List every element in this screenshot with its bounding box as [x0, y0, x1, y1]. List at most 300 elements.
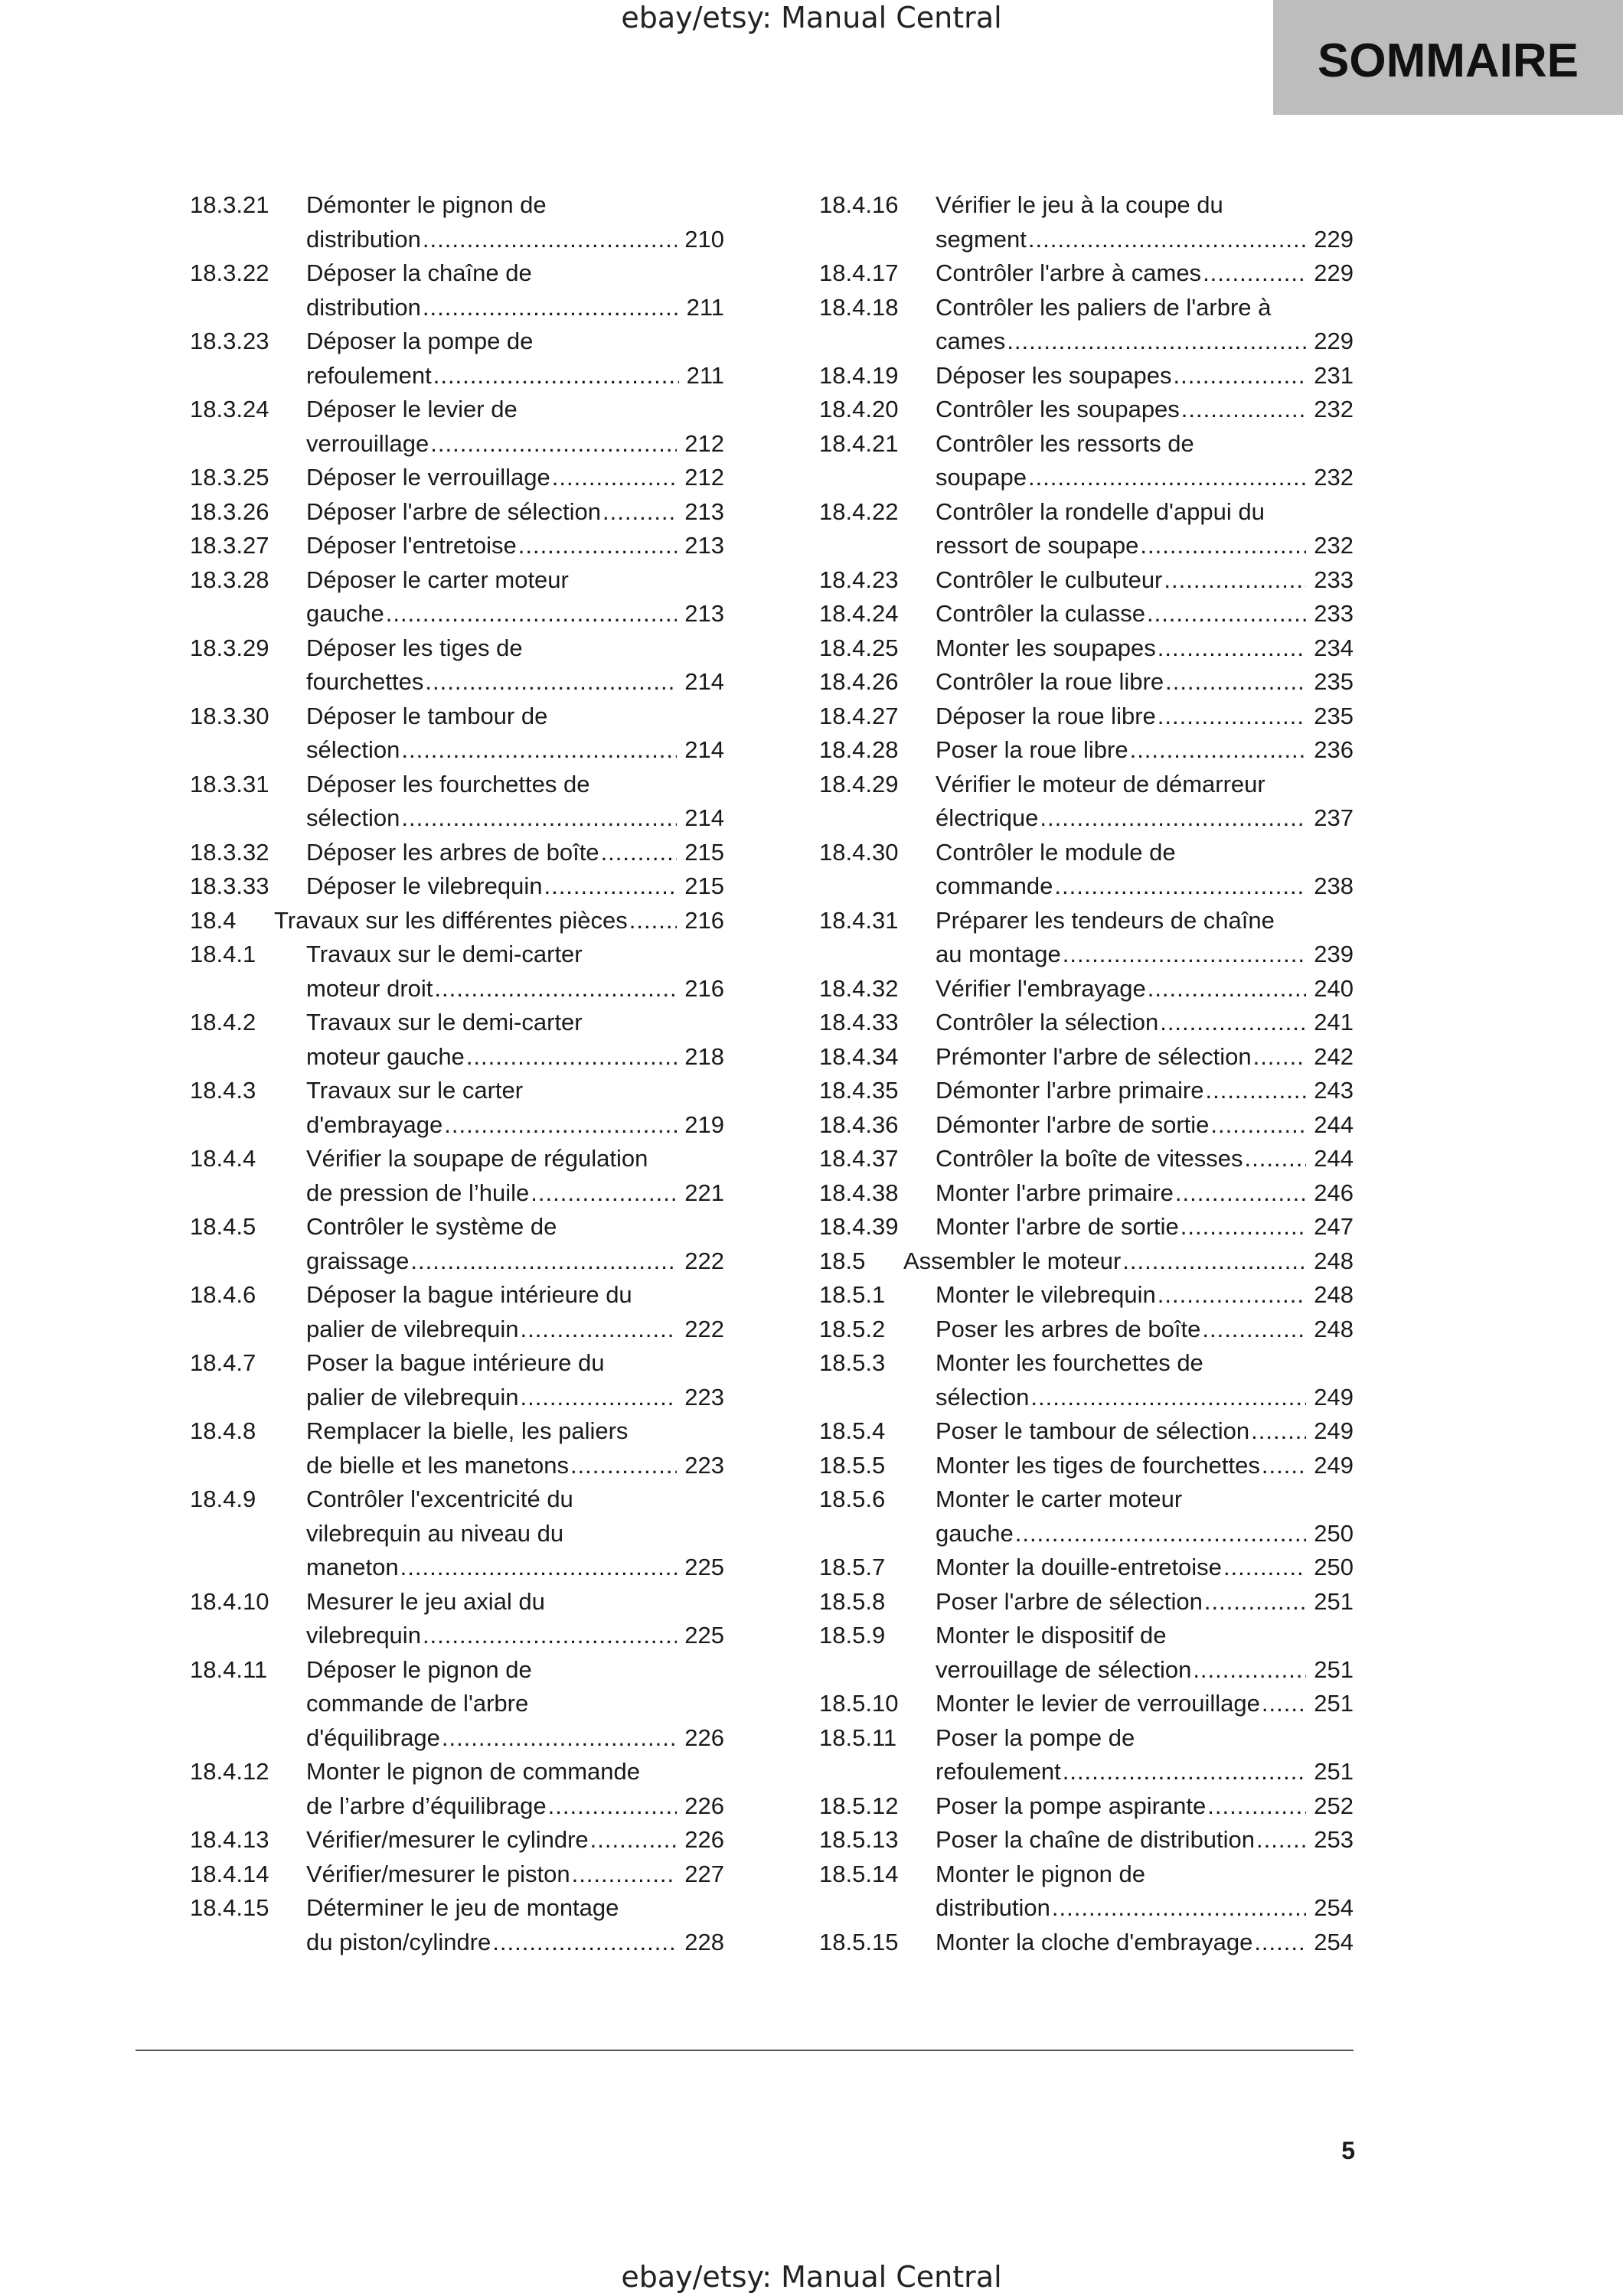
toc-entry-number: 18.3.32: [190, 838, 269, 866]
toc-entry-number: 18.4.19: [819, 361, 899, 389]
toc-entry-title-line: Poser la pompe de: [936, 1724, 1135, 1751]
toc-entry[interactable]: [819, 1687, 1354, 1721]
toc-entry-page: 249: [1314, 1417, 1354, 1444]
toc-entry-number: 18.4.15: [190, 1894, 269, 1921]
toc-entry-number: 18.5.6: [819, 1486, 886, 1512]
toc-entry-page: 236: [1314, 736, 1354, 763]
toc-entry-page: 216: [684, 974, 724, 1002]
watermark-bottom: ebay/etsy: Manual Central: [621, 2260, 1002, 2294]
toc-entry-number: 18.4.29: [819, 770, 899, 797]
dot-leader: [1054, 869, 1306, 904]
toc-entry-number: 18.5.13: [819, 1826, 899, 1853]
dot-leader: [1181, 393, 1306, 427]
toc-entry-number: 18.3.30: [190, 702, 269, 729]
toc-entry[interactable]: [190, 393, 724, 461]
toc-entry-title-line: Travaux sur le demi-carter: [306, 1009, 583, 1035]
watermark-top: ebay/etsy: Manual Central: [621, 1, 1002, 34]
toc-entry-page: 251: [1314, 1655, 1354, 1683]
toc-entry[interactable]: [819, 1210, 1354, 1244]
toc-entry[interactable]: [819, 1619, 1354, 1687]
toc-entry-title-line: Déterminer le jeu de montage: [306, 1894, 619, 1921]
toc-entry[interactable]: [819, 597, 1354, 631]
toc-entry-page: 215: [684, 838, 724, 866]
toc-entry-title-line: Déposer les arbres de boîte: [306, 838, 599, 866]
dot-leader: [1160, 1006, 1306, 1040]
dot-leader: [1052, 1891, 1306, 1926]
toc-entry-title-line: de bielle et les manetons: [306, 1451, 569, 1479]
toc-entry-number: 18.4.38: [819, 1179, 899, 1206]
toc-entry-page: 229: [1314, 259, 1354, 286]
toc-entry-title-line: Travaux sur le demi-carter: [306, 941, 583, 967]
toc-entry[interactable]: [819, 1040, 1354, 1075]
toc-entry[interactable]: [819, 665, 1354, 700]
toc-entry-title-line: Monter les tiges de fourchettes: [936, 1451, 1260, 1479]
toc-entry-title-line: Poser les arbres de boîte: [936, 1315, 1201, 1342]
toc-entry-page: 254: [1314, 1928, 1354, 1955]
toc-entry-title-line: Déposer l'entretoise: [306, 532, 517, 559]
toc-entry-title-line: maneton: [306, 1554, 399, 1580]
toc-entry-title-line: refoulement: [306, 361, 432, 389]
dot-leader: [433, 359, 679, 393]
toc-entry-number: 18.5.4: [819, 1417, 886, 1444]
toc-entry[interactable]: [819, 1414, 1354, 1449]
toc-entry[interactable]: [190, 938, 724, 1006]
toc-entry-number: 18.3.21: [190, 191, 269, 218]
toc-entry-page: 228: [684, 1928, 724, 1955]
dot-leader: [1210, 1108, 1306, 1143]
toc-entry-number: 18.5: [819, 1247, 866, 1274]
toc-entry-number: 18.4.39: [819, 1213, 899, 1240]
toc-entry-number: 18.4.24: [819, 600, 899, 627]
toc-entry-number: 18.5.11: [819, 1724, 897, 1751]
toc-entry-title-line: Monter les fourchettes de: [936, 1349, 1203, 1376]
dot-leader: [423, 223, 677, 257]
toc-entry-page: 234: [1314, 634, 1354, 661]
toc-entry[interactable]: [819, 1449, 1354, 1483]
toc-entry-title-line: Vérifier la soupape de régulation: [306, 1145, 648, 1172]
dot-leader: [1164, 563, 1306, 598]
toc-entry[interactable]: [819, 291, 1354, 359]
toc-entry-title-line: Contrôler les paliers de l'arbre à: [936, 293, 1272, 321]
toc-entry-title-line: Contrôler la roue libre: [936, 668, 1164, 695]
toc-entry-title-line: Contrôler le module de: [936, 838, 1176, 866]
dot-leader: [1193, 1653, 1306, 1688]
toc-entry-title-line: Contrôler les ressorts de: [936, 429, 1194, 457]
toc-entry-number: 18.3.22: [190, 259, 269, 286]
toc-entry-number: 18.5.7: [819, 1554, 886, 1580]
toc-entry-number: 18.4.11: [190, 1655, 268, 1683]
toc-entry[interactable]: [190, 563, 724, 631]
toc-entry-page: 240: [1314, 974, 1354, 1002]
toc-entry-number: 18.4.4: [190, 1145, 256, 1172]
toc-entry-number: 18.4.25: [819, 634, 899, 661]
toc-entry-title-line: segment: [936, 225, 1027, 253]
toc-entry[interactable]: [819, 1142, 1354, 1176]
toc-entry[interactable]: [819, 393, 1354, 427]
toc-entry-title-line: Assembler le moteur: [903, 1247, 1122, 1274]
toc-entry-page: 232: [1314, 464, 1354, 491]
toc-entry[interactable]: [819, 1108, 1354, 1143]
toc-entry[interactable]: [190, 325, 724, 393]
toc-entry-number: 18.4.7: [190, 1349, 256, 1376]
dot-leader: [1202, 1313, 1306, 1347]
toc-entry[interactable]: [190, 1823, 724, 1857]
toc-entry[interactable]: [819, 1176, 1354, 1211]
dot-leader: [601, 836, 678, 870]
toc-entry[interactable]: [819, 256, 1354, 291]
toc-entry-title-line: sélection: [306, 736, 400, 763]
toc-entry-number: 18.4.22: [819, 497, 899, 525]
toc-entry-page: 211: [686, 293, 724, 321]
dot-leader: [1254, 1926, 1306, 1960]
toc-entry-number: 18.4.14: [190, 1860, 269, 1887]
toc-entry-title-line: Déposer le levier de: [306, 396, 518, 422]
toc-entry-title-line: Vérifier le jeu à la coupe du: [936, 191, 1223, 218]
toc-entry[interactable]: [819, 631, 1354, 666]
toc-entry-title-line: d'équilibrage: [306, 1724, 440, 1751]
toc-entry-page: 229: [1314, 328, 1354, 354]
toc-entry-title-line: Déposer le carter moteur: [306, 566, 569, 593]
toc-entry-page: 214: [684, 668, 724, 695]
toc-entry[interactable]: [819, 1346, 1354, 1414]
toc-entry[interactable]: [190, 700, 724, 768]
toc-entry-title-line: Déposer le vilebrequin: [306, 872, 543, 899]
toc-entry-page: 221: [684, 1179, 724, 1206]
toc-entry-title-line: Déposer l'arbre de sélection: [306, 497, 602, 525]
toc-entry-page: 251: [1314, 1758, 1354, 1785]
dot-leader: [1063, 1755, 1307, 1789]
toc-entry-number: 18.4.23: [819, 566, 899, 593]
toc-entry[interactable]: [819, 1926, 1354, 1960]
dot-leader: [430, 427, 677, 461]
toc-entry[interactable]: [819, 359, 1354, 393]
toc-entry[interactable]: [819, 1789, 1354, 1824]
dot-leader: [1028, 461, 1306, 495]
toc-entry-title-line: d'embrayage: [306, 1110, 443, 1138]
dot-leader: [1173, 359, 1306, 393]
dot-leader: [1148, 972, 1307, 1006]
dot-leader: [434, 972, 677, 1006]
toc-entry-title-line: du piston/cylindre: [306, 1928, 491, 1955]
toc-entry-title-line: Déposer le verrouillage: [306, 464, 550, 491]
toc-entry-title-line: Déposer le pignon de: [306, 1655, 532, 1683]
toc-entry-number: 18.4.31: [819, 906, 899, 934]
toc-entry-page: 213: [684, 497, 724, 525]
dot-leader: [590, 1823, 678, 1857]
dot-leader: [423, 291, 679, 325]
toc-entry[interactable]: [190, 1755, 724, 1823]
toc-entry[interactable]: [190, 1585, 724, 1653]
toc-entry-title-line: moteur droit: [306, 974, 433, 1002]
toc-entry-page: 251: [1314, 1690, 1354, 1717]
toc-entry-number: 18.4: [190, 906, 237, 934]
toc-entry-title-line: Monter l'arbre de sortie: [936, 1213, 1179, 1240]
toc-entry-title-line: Contrôler la culasse: [936, 600, 1145, 627]
toc-entry-title-line: vilebrequin: [306, 1622, 421, 1649]
toc-entry-number: 18.4.13: [190, 1826, 269, 1853]
footer-divider: [136, 2050, 1354, 2051]
toc-entry[interactable]: [190, 1006, 724, 1074]
dot-leader: [1040, 801, 1306, 836]
toc-entry[interactable]: [819, 1721, 1354, 1789]
dot-leader: [1147, 597, 1306, 631]
toc-entry-title-line: Poser la roue libre: [936, 736, 1128, 763]
toc-entry[interactable]: [819, 1551, 1354, 1585]
toc-entry-title-line: Déposer les fourchettes de: [306, 770, 590, 797]
dot-leader: [1158, 1278, 1307, 1313]
dot-leader: [1015, 1517, 1307, 1551]
toc-entry[interactable]: [819, 1278, 1354, 1313]
toc-entry-page: 253: [1314, 1826, 1354, 1853]
toc-entry-page: 244: [1314, 1110, 1354, 1138]
toc-entry-title-line: fourchettes: [306, 668, 424, 695]
toc-entry-page: 246: [1314, 1179, 1354, 1206]
toc-entry-title-line: de pression de l’huile: [306, 1179, 530, 1206]
dot-leader: [401, 733, 677, 768]
toc-entry-number: 18.4.21: [819, 429, 899, 457]
toc-entry-page: 244: [1314, 1145, 1354, 1172]
toc-entry[interactable]: [190, 461, 724, 495]
toc-entry-number: 18.5.2: [819, 1315, 886, 1342]
toc-entry-title-line: Déposer le tambour de: [306, 702, 548, 729]
toc-entry-title-line: Monter le vilebrequin: [936, 1281, 1156, 1308]
toc-entry[interactable]: [190, 1210, 724, 1278]
toc-entry[interactable]: [819, 733, 1354, 768]
toc-entry-title-line: au montage: [936, 941, 1061, 967]
toc-entry-number: 18.4.8: [190, 1417, 256, 1444]
toc-entry-number: 18.4.2: [190, 1009, 256, 1035]
toc-entry[interactable]: [190, 869, 724, 904]
toc-entry-page: 250: [1314, 1554, 1354, 1580]
toc-entry[interactable]: [190, 1891, 724, 1959]
toc-entry-page: 227: [684, 1860, 724, 1887]
toc-entry-number: 18.4.36: [819, 1110, 899, 1138]
toc-entry-title-line: de l’arbre d’équilibrage: [306, 1792, 547, 1819]
toc-column-right: [819, 188, 1354, 1959]
toc-entry[interactable]: [819, 1857, 1354, 1926]
toc-entry[interactable]: [819, 1313, 1354, 1347]
toc-entry-title-line: graissage: [306, 1247, 410, 1274]
toc-entry-title-line: Monter le pignon de commande: [306, 1758, 640, 1785]
dot-leader: [425, 665, 677, 700]
dot-leader: [1028, 223, 1306, 257]
toc-entry-title-line: Poser l'arbre de sélection: [936, 1587, 1203, 1615]
toc-entry-number: 18.4.1: [190, 941, 256, 967]
toc-entry-number: 18.4.28: [819, 736, 899, 763]
toc-entry-page: 232: [1314, 396, 1354, 422]
dot-leader: [531, 1176, 677, 1211]
dot-leader: [423, 1619, 677, 1653]
toc-entry[interactable]: [819, 1006, 1354, 1040]
dot-leader: [1030, 1381, 1306, 1415]
toc-entry-page: 216: [684, 906, 724, 934]
toc-entry-number: 18.4.18: [819, 293, 899, 321]
toc-entry-title-line: Contrôler la boîte de vitesses: [936, 1145, 1243, 1172]
dot-leader: [1262, 1449, 1306, 1483]
toc-entry-page: 235: [1314, 668, 1354, 695]
toc-entry[interactable]: [190, 631, 724, 700]
dot-leader: [400, 1551, 678, 1585]
toc-entry-title-line: Monter la douille-entretoise: [936, 1554, 1222, 1580]
toc-entry-title-line: Monter l'arbre primaire: [936, 1179, 1174, 1206]
toc-entry-page: 211: [686, 361, 724, 389]
toc-entry-number: 18.5.12: [819, 1792, 899, 1819]
toc-entry-title-line: Poser la pompe aspirante: [936, 1792, 1207, 1819]
toc-entry-number: 18.4.10: [190, 1587, 269, 1615]
toc-entry-page: 235: [1314, 702, 1354, 729]
toc-entry-page: 226: [684, 1792, 724, 1819]
dot-leader: [1223, 1551, 1306, 1585]
dot-leader: [1204, 1585, 1306, 1619]
toc-entry[interactable]: [819, 768, 1354, 836]
toc-entry-title-line: Démonter l'arbre primaire: [936, 1077, 1204, 1104]
toc-entry-number: 18.3.29: [190, 634, 269, 661]
toc-entry-title-line: Contrôler la rondelle d'appui du: [936, 497, 1265, 525]
toc-entry-title-line: Monter la cloche d'embrayage: [936, 1928, 1253, 1955]
toc-entry-number: 18.3.24: [190, 396, 269, 422]
toc-entry[interactable]: [190, 1142, 724, 1210]
dot-leader: [1256, 1823, 1306, 1857]
toc-entry-number: 18.4.9: [190, 1486, 256, 1512]
dot-leader: [1253, 1040, 1307, 1075]
toc-entry[interactable]: [190, 495, 724, 530]
toc-entry[interactable]: [819, 836, 1354, 904]
dot-leader: [1175, 1176, 1306, 1211]
toc-entry[interactable]: [190, 1346, 724, 1414]
toc-entry-number: 18.4.17: [819, 259, 899, 286]
dot-leader: [572, 1857, 678, 1892]
toc-entry[interactable]: [819, 563, 1354, 598]
toc-entry-title-line: sélection: [306, 804, 400, 831]
toc-entry-page: 226: [684, 1826, 724, 1853]
toc-entry-title-line: Poser le tambour de sélection: [936, 1417, 1250, 1444]
toc-entry[interactable]: [819, 904, 1354, 972]
toc-entry-page: 222: [684, 1315, 724, 1342]
dot-leader: [1063, 938, 1307, 972]
toc-entry-number: 18.4.33: [819, 1009, 899, 1035]
toc-entry-title-line: Poser la chaîne de distribution: [936, 1826, 1256, 1853]
section-title-tab: SOMMAIRE: [1273, 0, 1623, 115]
toc-entry-page: 237: [1314, 804, 1354, 831]
dot-leader: [1007, 325, 1306, 359]
toc-entry-number: 18.4.34: [819, 1042, 899, 1070]
dot-leader: [1165, 665, 1306, 700]
toc-entry-title-line: Contrôler les soupapes: [936, 396, 1180, 422]
toc-entry-page: 248: [1314, 1281, 1354, 1308]
dot-leader: [1251, 1414, 1306, 1449]
toc-entry-number: 18.3.33: [190, 872, 269, 899]
toc-entry-title-line: distribution: [936, 1894, 1050, 1921]
toc-entry-title-line: électrique: [936, 804, 1039, 831]
toc-entry[interactable]: [819, 427, 1354, 495]
dot-leader: [442, 1721, 677, 1756]
toc-entry-page: 252: [1314, 1792, 1354, 1819]
dot-leader: [1130, 733, 1307, 768]
toc-entry-number: 18.5.5: [819, 1451, 886, 1479]
toc-entry-title-line: Préparer les tendeurs de chaîne: [936, 906, 1275, 934]
toc-entry[interactable]: [190, 1278, 724, 1346]
toc-entry-page: 222: [684, 1247, 724, 1274]
toc-entry[interactable]: [819, 972, 1354, 1006]
toc-entry[interactable]: [819, 1244, 1354, 1279]
toc-entry[interactable]: [819, 188, 1354, 256]
dot-leader: [410, 1244, 677, 1279]
toc-entry-title-line: Travaux sur les différentes pièces: [274, 906, 628, 934]
toc-entry[interactable]: [190, 904, 724, 938]
toc-entry[interactable]: [190, 768, 724, 836]
toc-entry-number: 18.4.30: [819, 838, 899, 866]
toc-entry-title-line: soupape: [936, 464, 1027, 491]
toc-entry-number: 18.4.3: [190, 1077, 256, 1104]
toc-entry-page: 232: [1314, 532, 1354, 559]
toc-entry[interactable]: [190, 188, 724, 256]
toc-entry[interactable]: [819, 700, 1354, 734]
toc-entry[interactable]: [190, 1482, 724, 1585]
toc-entry-number: 18.4.27: [819, 702, 899, 729]
toc-entry-page: 223: [684, 1383, 724, 1411]
toc-entry-number: 18.5.10: [819, 1690, 899, 1717]
toc-entry[interactable]: [819, 1074, 1354, 1108]
dot-leader: [1122, 1244, 1306, 1279]
toc-entry-number: 18.4.35: [819, 1077, 899, 1104]
toc-entry-number: 18.3.31: [190, 770, 269, 797]
toc-entry[interactable]: [819, 1482, 1354, 1551]
toc-entry-page: 243: [1314, 1077, 1354, 1104]
dot-leader: [1158, 700, 1307, 734]
dot-leader: [544, 869, 677, 904]
toc-entry[interactable]: [190, 1653, 724, 1756]
dot-leader: [548, 1789, 678, 1824]
toc-entry[interactable]: [190, 256, 724, 325]
toc-entry-page: 225: [684, 1622, 724, 1649]
toc-entry-page: 229: [1314, 225, 1354, 253]
toc-entry-number: 18.4.12: [190, 1758, 269, 1785]
toc-entry-number: 18.4.32: [819, 974, 899, 1002]
toc-entry[interactable]: [819, 1585, 1354, 1619]
toc-entry-number: 18.4.5: [190, 1213, 256, 1240]
toc-entry-title-line: refoulement: [936, 1758, 1061, 1785]
toc-entry-number: 18.5.9: [819, 1622, 886, 1649]
toc-entry[interactable]: [819, 495, 1354, 563]
toc-entry-number: 18.3.23: [190, 328, 269, 354]
toc-entry-page: 212: [684, 464, 724, 491]
toc-entry[interactable]: [190, 1414, 724, 1482]
dot-leader: [466, 1040, 677, 1075]
toc-entry-title-line: Monter le levier de verrouillage: [936, 1690, 1260, 1717]
toc-entry-title-line: Contrôler l'excentricité du: [306, 1486, 573, 1512]
toc-entry-title-line: Déposer la roue libre: [936, 702, 1156, 729]
toc-entry-number: 18.4.26: [819, 668, 899, 695]
toc-entry-number: 18.4.6: [190, 1281, 256, 1308]
toc-entry-page: 233: [1314, 600, 1354, 627]
toc-entry-page: 223: [684, 1451, 724, 1479]
toc-entry-title-line: commande de l'arbre: [306, 1690, 529, 1717]
toc-entry[interactable]: [190, 529, 724, 563]
toc-entry[interactable]: [190, 836, 724, 870]
toc-entry-title-line: Démonter l'arbre de sortie: [936, 1110, 1210, 1138]
toc-entry-title-line: gauche: [306, 600, 384, 627]
toc-entry-title-line: palier de vilebrequin: [306, 1383, 519, 1411]
toc-entry-title-line: Monter les soupapes: [936, 634, 1156, 661]
toc-entry-page: 247: [1314, 1213, 1354, 1240]
toc-entry-title-line: Prémonter l'arbre de sélection: [936, 1042, 1252, 1070]
toc-entry-title-line: Déposer la chaîne de: [306, 259, 532, 286]
toc-entry[interactable]: [190, 1857, 724, 1892]
toc-entry[interactable]: [190, 1074, 724, 1142]
page-number: 5: [1341, 2137, 1355, 2164]
toc-entry[interactable]: [819, 1823, 1354, 1857]
dot-leader: [1262, 1687, 1306, 1721]
